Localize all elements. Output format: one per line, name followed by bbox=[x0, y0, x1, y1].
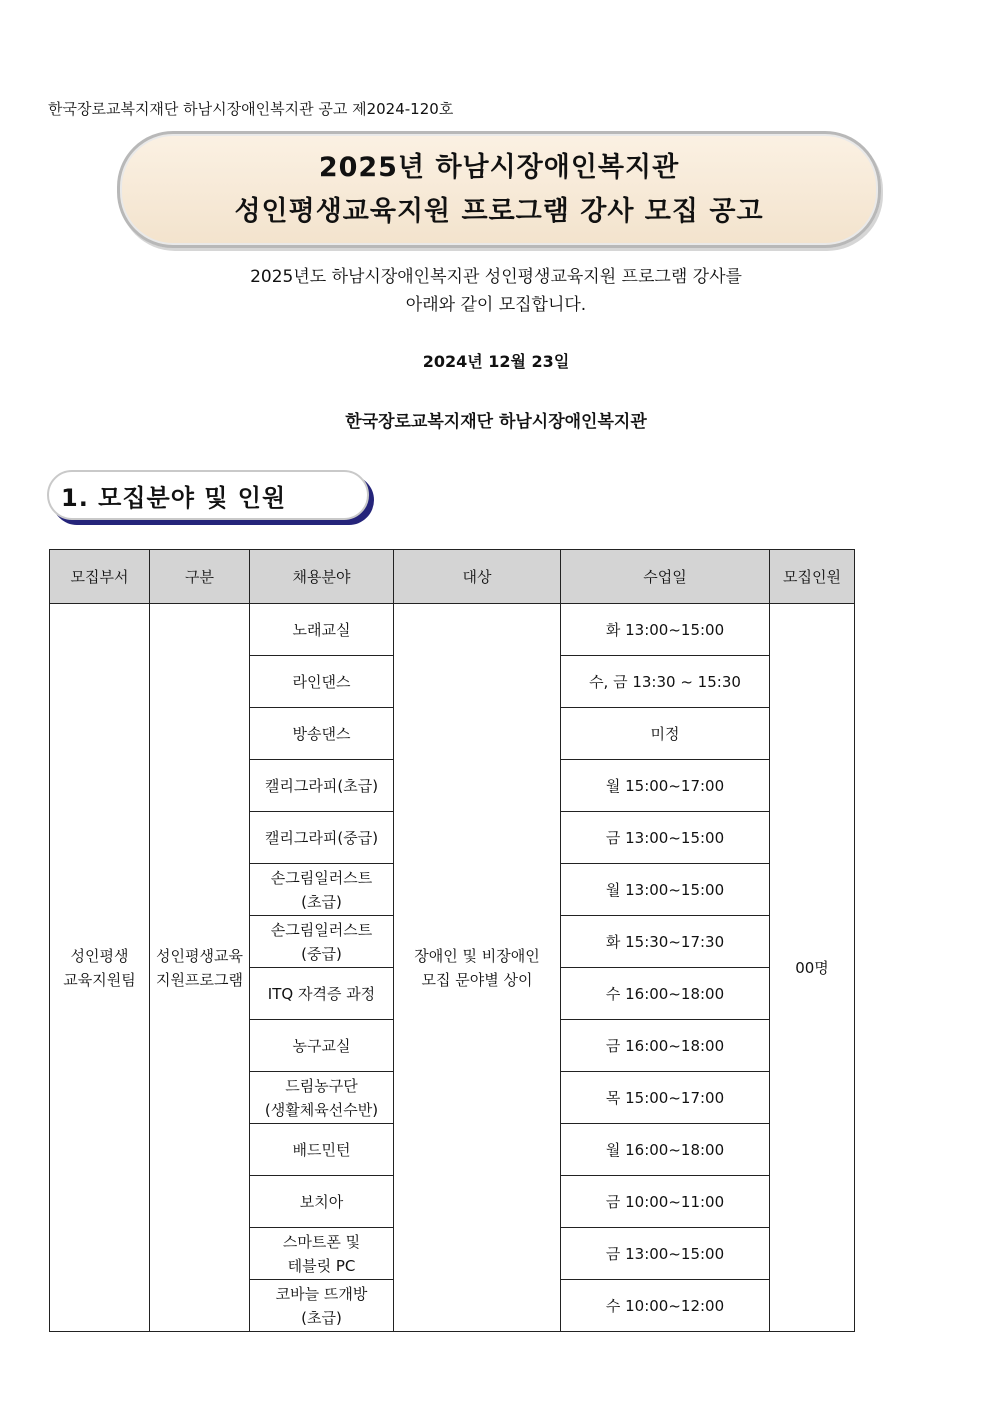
department-cell bbox=[50, 604, 150, 1332]
title-banner bbox=[117, 131, 881, 248]
category-cell bbox=[150, 604, 250, 1332]
field-cell bbox=[250, 656, 394, 708]
schedule-cell bbox=[561, 1124, 770, 1176]
field-cell-text: 손그림일러스트 bbox=[270, 868, 373, 887]
intro-line-1: 2025년도 하남시장애인복지관 성인평생교육지원 프로그램 강사를 bbox=[250, 267, 742, 287]
field-cell-text: 농구교실 bbox=[292, 1036, 351, 1055]
field-cell bbox=[250, 1176, 394, 1228]
schedule-cell bbox=[561, 916, 770, 968]
schedule-cell bbox=[561, 604, 770, 656]
title-line-2: 성인평생교육지원 프로그램 강사 모집 공고 bbox=[234, 195, 764, 227]
field-cell-text: (초급) bbox=[301, 1308, 342, 1327]
table-body bbox=[50, 604, 855, 1332]
section-heading-text: 1. 모집분야 및 인원 bbox=[61, 483, 287, 512]
schedule-cell-text: 수, 금 13:30 ~ 15:30 bbox=[589, 672, 741, 691]
field-cell bbox=[250, 1280, 394, 1332]
field-cell-text: 스마트폰 및 bbox=[282, 1232, 361, 1251]
field-cell-text: 손그림일러스트 bbox=[270, 920, 373, 939]
field-cell-text: 캘리그라피(초급) bbox=[264, 776, 379, 795]
header-cell: 구분 bbox=[150, 550, 250, 604]
header-cell: 대상 bbox=[394, 550, 561, 604]
field-cell-text: 코바늘 뜨개방 bbox=[275, 1284, 368, 1303]
notice-number: 한국장로교복지재단 하남시장애인복지관 공고 제2024-120호 bbox=[48, 100, 454, 118]
schedule-cell bbox=[561, 708, 770, 760]
schedule-cell bbox=[561, 1228, 770, 1280]
schedule-cell-text: 월 13:00~15:00 bbox=[605, 880, 725, 899]
schedule-cell bbox=[561, 760, 770, 812]
field-cell-text: 테블릿 PC bbox=[287, 1256, 356, 1275]
headcount-cell bbox=[770, 604, 855, 1332]
organization-name: 한국장로교복지재단 하남시장애인복지관 bbox=[345, 412, 647, 432]
table-header-row bbox=[50, 550, 855, 604]
target-cell bbox=[394, 604, 561, 1332]
announcement-date: 2024년 12월 23일 bbox=[422, 352, 570, 371]
schedule-cell bbox=[561, 656, 770, 708]
target-cell-text: 모집 문야별 상이 bbox=[421, 970, 533, 989]
schedule-cell-text: 월 15:00~17:00 bbox=[605, 776, 725, 795]
schedule-cell-text: 금 13:00~15:00 bbox=[605, 1244, 725, 1263]
field-cell-text: 방송댄스 bbox=[292, 724, 351, 743]
field-cell bbox=[250, 604, 394, 656]
schedule-cell-text: 목 15:00~17:00 bbox=[605, 1088, 725, 1107]
field-cell bbox=[250, 760, 394, 812]
field-cell-text: 라인댄스 bbox=[292, 672, 351, 691]
field-cell-text: 배드민턴 bbox=[292, 1140, 351, 1159]
headcount-cell-text: 00명 bbox=[795, 958, 829, 977]
field-cell-text: (중급) bbox=[301, 944, 342, 963]
field-cell-text: ITQ 자격증 과정 bbox=[267, 984, 376, 1003]
field-cell-text: 보치아 bbox=[299, 1192, 344, 1211]
header-cell: 수업일 bbox=[561, 550, 770, 604]
schedule-cell bbox=[561, 864, 770, 916]
section-heading bbox=[47, 470, 369, 520]
schedule-cell-text: 금 13:00~15:00 bbox=[605, 828, 725, 847]
field-cell-text: 노래교실 bbox=[292, 620, 351, 639]
header-cell: 모집부서 bbox=[50, 550, 150, 604]
schedule-cell bbox=[561, 1020, 770, 1072]
schedule-cell-text: 금 16:00~18:00 bbox=[605, 1036, 725, 1055]
schedule-cell bbox=[561, 1176, 770, 1228]
schedule-cell bbox=[561, 968, 770, 1020]
table-row bbox=[50, 604, 855, 656]
schedule-cell-text: 월 16:00~18:00 bbox=[605, 1140, 725, 1159]
schedule-cell-text: 수 16:00~18:00 bbox=[605, 984, 725, 1003]
recruitment-table bbox=[49, 549, 855, 1332]
target-cell-text: 장애인 및 비장애인 bbox=[414, 946, 540, 965]
schedule-cell-text: 화 15:30~17:30 bbox=[605, 932, 725, 951]
field-cell bbox=[250, 864, 394, 916]
field-cell-text: (초급) bbox=[301, 892, 342, 911]
field-cell bbox=[250, 968, 394, 1020]
schedule-cell-text: 금 10:00~11:00 bbox=[605, 1192, 725, 1211]
title-line-1: 2025년 하남시장애인복지관 bbox=[318, 151, 680, 183]
department-cell-text: 교육지원팀 bbox=[63, 970, 136, 989]
schedule-cell-text: 미정 bbox=[650, 724, 680, 743]
header-cell: 채용분야 bbox=[250, 550, 394, 604]
field-cell bbox=[250, 1072, 394, 1124]
field-cell-text: 드림농구단 bbox=[285, 1076, 358, 1095]
department-cell-text: 성인평생 bbox=[70, 946, 129, 965]
field-cell bbox=[250, 1228, 394, 1280]
field-cell-text: (생활체육선수반) bbox=[264, 1100, 379, 1119]
schedule-cell bbox=[561, 1072, 770, 1124]
category-cell-text: 성인평생교육 bbox=[156, 946, 243, 965]
schedule-cell-text: 화 13:00~15:00 bbox=[605, 620, 725, 639]
schedule-cell bbox=[561, 812, 770, 864]
field-cell bbox=[250, 916, 394, 968]
category-cell-text: 지원프로그램 bbox=[156, 970, 243, 989]
field-cell bbox=[250, 812, 394, 864]
schedule-cell bbox=[561, 1280, 770, 1332]
field-cell bbox=[250, 1020, 394, 1072]
schedule-cell-text: 수 10:00~12:00 bbox=[605, 1296, 725, 1315]
header-cell: 모집인원 bbox=[770, 550, 855, 604]
field-cell bbox=[250, 1124, 394, 1176]
field-cell bbox=[250, 708, 394, 760]
field-cell-text: 캘리그라피(중급) bbox=[264, 828, 379, 847]
intro-line-2: 아래와 같이 모집합니다. bbox=[405, 295, 587, 315]
